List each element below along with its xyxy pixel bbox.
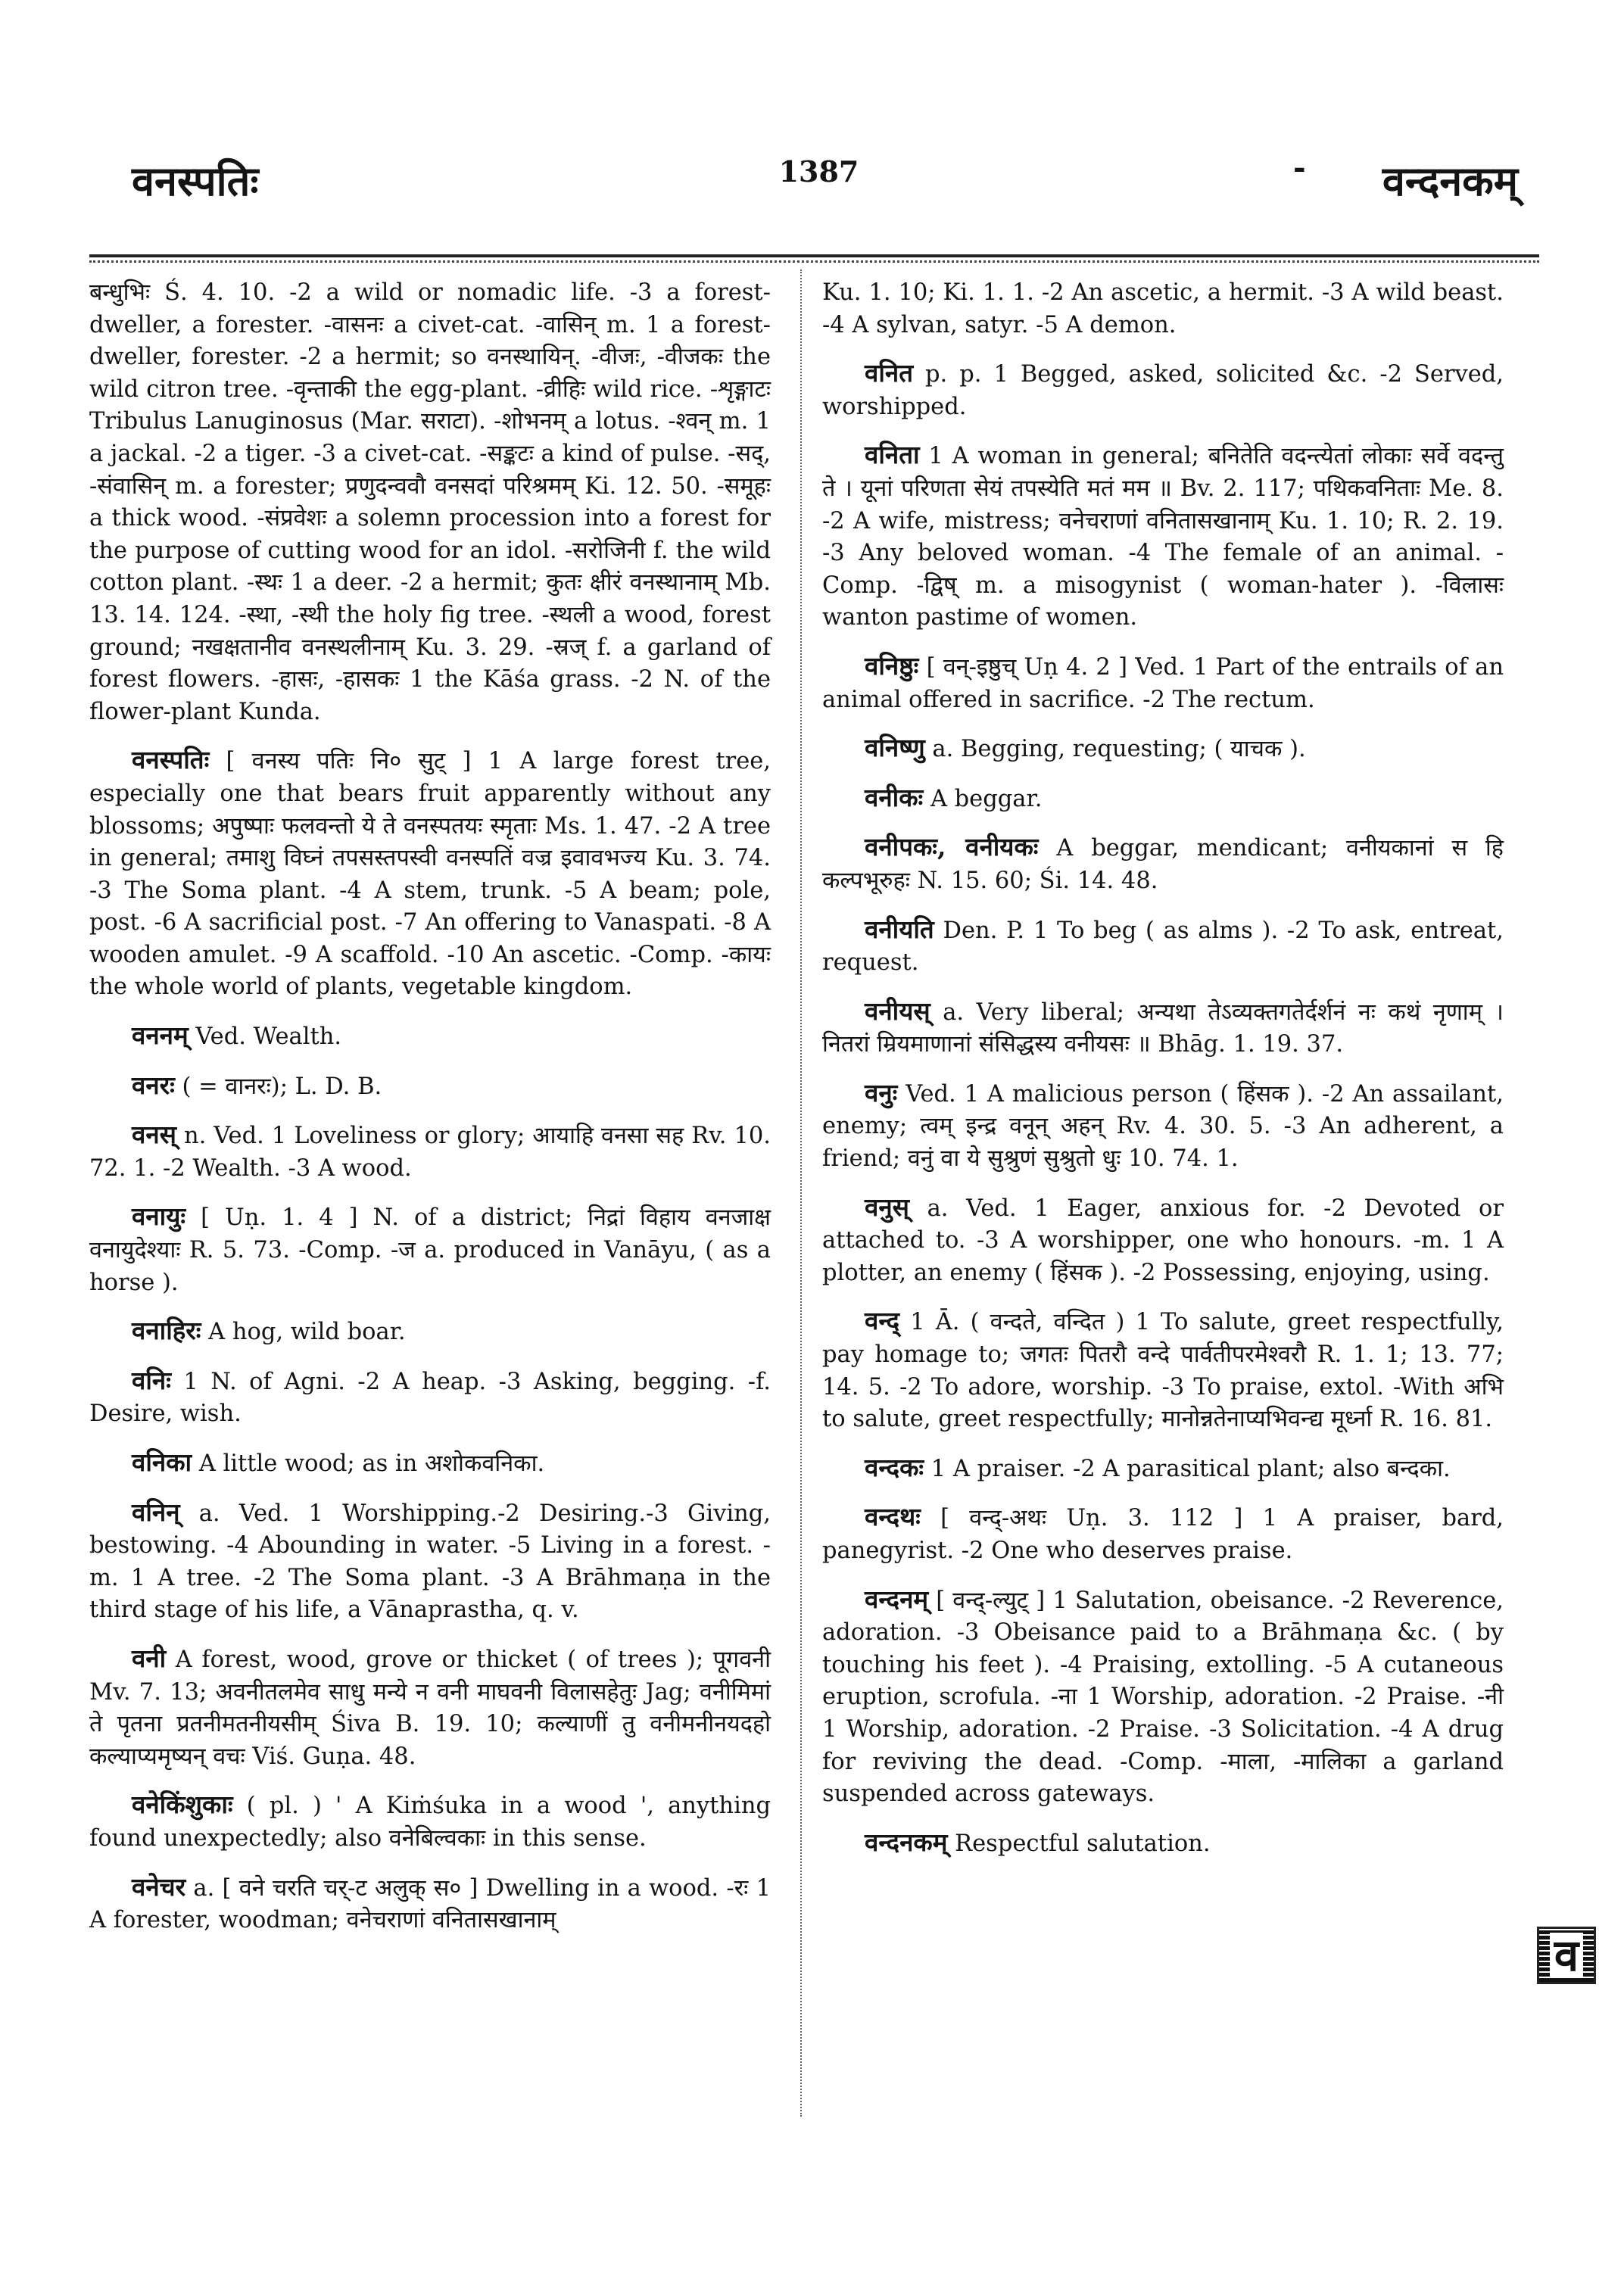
entry-headword: वनीपकः, वनीयकः	[865, 832, 1039, 862]
entry-definition: a. Very liberal; अन्यथा तेऽव्यक्तगतेर्दर्शनं नः कथं नृणाम् । नितरां म्रियमाणानां संसिद्धस्य वनीयसः ॥ Bhāg. 1. 19. 37.	[822, 999, 1504, 1058]
entry-definition: 1 A praiser. -2 A parasitical plant; also बन्दका.	[930, 1455, 1451, 1482]
entry-definition: a. Begging, requesting; ( याचक ).	[932, 736, 1306, 763]
dictionary-entry	[822, 995, 1504, 1061]
entry-headword: वन्दथः	[865, 1502, 921, 1532]
entry-headword: वन्दनम्	[865, 1584, 929, 1614]
dictionary-entry	[822, 357, 1504, 423]
left-running-headword: वनस्पतिः	[132, 157, 259, 205]
entry-definition: ( pl. ) ' A Kiṁśuka in a wood ', anything found unexpectedly; also वनेबिल्वकाः in this sense.	[89, 1793, 771, 1852]
right-column	[822, 277, 1504, 1876]
dictionary-entry	[822, 1584, 1504, 1811]
entry-headword: वनाहिरः	[132, 1316, 201, 1346]
entry-definition: Ved. Wealth.	[195, 1023, 342, 1051]
dictionary-entry	[89, 1365, 771, 1431]
thumb-index-tab	[1537, 1927, 1596, 1984]
entry-headword: वनायुः	[132, 1201, 186, 1232]
entry-headword: वनिता	[865, 440, 920, 470]
entry-definition: [ वन्द्-अथः Uṇ. 3. 112 ] 1 A praiser, bard, panegyrist. -2 One who deserves praise.	[822, 1505, 1504, 1564]
entry-definition: A beggar.	[930, 785, 1043, 812]
entry-definition: ( = वानरः); L. D. B.	[182, 1073, 382, 1100]
dictionary-entry	[89, 1643, 771, 1773]
entry-definition: A hog, wild boar.	[208, 1319, 406, 1346]
entry-headword: वनुस्	[865, 1192, 909, 1222]
entry-headword: वनिः	[132, 1365, 171, 1395]
entry-definition: a. [ वने चरति चर्-ट अलुक् स० ] Dwelling in a wood. -रः 1 A forester, woodman; वनेचराणां वनितासखानाम्	[89, 1874, 771, 1934]
entry-headword: वनस्	[132, 1120, 176, 1150]
entry-definition: a. Ved. 1 Eager, anxious for. -2 Devoted or attached to. -3 A worshipper, one who honours. -m. 1 A plotter, an enemy ( हिंसक ). -2 Possessing, enjoying, using.	[822, 1195, 1504, 1286]
entry-headword: वन्दकः	[865, 1452, 924, 1482]
entry-headword: वनेचर	[132, 1871, 186, 1902]
dictionary-entry	[822, 1077, 1504, 1176]
dictionary-entry	[89, 1497, 771, 1627]
entry-definition: p. p. 1 Begged, asked, solicited &c. -2 Served, worshipped.	[822, 361, 1504, 420]
entry-definition: बन्धुभिः Ś. 4. 10. -2 a wild or nomadic life. -3 a forest-dweller, a forester. -वासनः a civet-cat. -वासिन् m. 1 a forest-dweller, forester. -2 a hermit; so वनस्थायिन्. -वीजः, -वीजकः the wild citron tree. -वृन्ताकी the egg-plant. -व्रीहिः wild rice. -शृङ्गाटः Tribulus Lanuginosus (Mar. सराटा). -शोभनम् a lotus. -श्वन् m. 1 a jackal. -2 a tiger. -3 a civet-cat. -सङ्कटः a kind of pulse. -सद्, -संवासिन् m. a forester; प्रणुदन्ववौ वनसदां परिश्रमम् Ki. 12. 50. -समूहः a thick wood. -संप्रवेशः a solemn procession into a forest for the purpose of cutting wood for an idol. -सरोजिनी f. the wild cotton plant. -स्थः 1 a deer. -2 a hermit; कुतः क्षीरं वनस्थानाम् Mb. 13. 14. 124. -स्था, -स्थी the holy fig tree. -स्थली a wood, forest ground; नखक्षतानीव वनस्थलीनाम् Ku. 3. 29. -स्रज् f. a garland of forest flowers. -हासः, -हासकः 1 the Kāśa grass. -2 N. of the flower-plant Kunda.	[89, 279, 771, 725]
entry-headword: वनस्पतिः	[132, 745, 210, 775]
entry-definition: 1 N. of Agni. -2 A heap. -3 Asking, begging. -f. Desire, wish.	[89, 1368, 771, 1428]
right-running-headword: वन्दनकम्	[1382, 157, 1518, 205]
dictionary-entry	[822, 782, 1504, 816]
dictionary-entry	[822, 650, 1504, 716]
entry-headword: वनेकिंशुकाः	[132, 1790, 233, 1820]
dictionary-entry	[89, 1020, 771, 1054]
dictionary-entry	[89, 1315, 771, 1349]
page-number: 1387	[778, 154, 859, 188]
header-dotted-rule	[89, 260, 1539, 263]
entry-headword: वनीयति	[865, 914, 934, 944]
entry-headword: वनीयस्	[865, 995, 930, 1026]
dictionary-entry	[822, 732, 1504, 766]
entry-headword: वनरः	[132, 1070, 175, 1100]
entry-headword: वनिन्	[132, 1497, 180, 1527]
entry-headword: वनिका	[132, 1447, 192, 1477]
dictionary-entry	[89, 1119, 771, 1185]
dictionary-entry	[822, 1452, 1504, 1486]
header-mark: -	[1293, 150, 1306, 185]
entry-definition: Ved. 1 A malicious person ( हिंसक ). -2 An assailant, enemy; त्वम् इन्द्र वनून् अहन् Rv. 4. 30. 5. -3 An adherent, a friend; वनुं वा ये सुश्रुणं सुश्रुतो धुः 10. 74. 1.	[822, 1080, 1504, 1173]
thumb-index-letter: व	[1550, 1933, 1583, 1978]
dictionary-entry	[89, 1789, 771, 1855]
dictionary-entry	[89, 1070, 771, 1104]
entry-definition: A forest, wood, grove or thicket ( of trees ); पूगवनी Mv. 7. 13; अवनीतलमेव साधु मन्ये न वनी माघवनी विलासहेतुः Jag; वनीमिमां ते पृतना प्रतनीमतनीयसीम् Śiva B. 19. 10; कल्याणीं तु वनीमनीनयदहो कल्याप्यमृष्यन् वचः Viś. Guṇa. 48.	[89, 1646, 771, 1770]
entry-definition: [ वनस्य पतिः नि० सुट् ] 1 A large forest tree, especially one that bears fruit apparently without any blossoms; अपुष्पाः फलवन्तो ये ते वनस्पतयः स्मृताः Ms. 1. 47. -2 A tree in general; तमाशु विघ्नं तपसस्तपस्वी वनस्पतिं वज्र इवावभज्य Ku. 3. 74. -3 The Soma plant. -4 A stem, trunk. -5 A beam; pole, post. -6 A sacrificial post. -7 An offering to Vanaspati. -8 A wooden amulet. -9 A scaffold. -10 An ascetic. -Comp. -कायः the whole world of plants, vegetable kingdom.	[89, 748, 771, 1001]
dictionary-entry	[822, 914, 1504, 980]
dictionary-entry	[89, 1201, 771, 1299]
left-column	[89, 277, 771, 1953]
dictionary-entry	[89, 1447, 771, 1481]
dictionary-entry	[822, 831, 1504, 897]
entry-definition: Den. P. 1 To beg ( as alms ). -2 To ask, entreat, request.	[822, 917, 1504, 977]
entry-headword: वनिष्ठुः	[865, 650, 919, 681]
dictionary-entry	[89, 744, 771, 1004]
entry-headword: वननम्	[132, 1020, 189, 1051]
column-divider	[800, 269, 802, 2117]
dictionary-entry	[822, 1305, 1504, 1435]
entry-definition: [ वन्द्-ल्युट् ] 1 Salutation, obeisance. -2 Reverence, adoration. -3 Obeisance paid to a Brāhmaṇa &c. ( by touching his feet ). -4 Praising, extolling. -5 A cutaneous eruption, scrofula. -ना 1 Worship, adoration. -2 Praise. -नी 1 Worship, adoration. -2 Praise. -3 Solicitation. -4 A drug for reviving the dead. -Comp. -माला, -मालिका a garland suspended across gateways.	[822, 1587, 1504, 1808]
page-header	[89, 142, 1548, 215]
dictionary-entry	[89, 277, 771, 728]
entry-definition: [ Uṇ. 1. 4 ] N. of a district; निद्रां विहाय वनजाक्ष वनायुदेश्याः R. 5. 73. -Comp. -ज a. produced in Vanāyu, ( as a horse ).	[89, 1204, 771, 1296]
entry-headword: वनुः	[865, 1077, 898, 1108]
entry-headword: वन्द्	[865, 1306, 900, 1336]
dictionary-entry	[89, 1871, 771, 1937]
entry-headword: वनी	[132, 1643, 167, 1673]
entry-definition: [ वन्-इष्ठुच् Uṇ 4. 2 ] Ved. 1 Part of the entrails of an animal offered in sacrifice. -2 The rectum.	[822, 653, 1504, 713]
header-rule	[89, 254, 1539, 257]
entry-definition: Ku. 1. 10; Ki. 1. 1. -2 An ascetic, a hermit. -3 A wild beast. -4 A sylvan, satyr. -5 A demon.	[822, 279, 1504, 338]
dictionary-entry	[822, 1501, 1504, 1567]
entry-definition: 1 A woman in general; बनितेति वदन्त्येतां लोकाः सर्वे वदन्तु ते । यूनां परिणता सेयं तपस्येति मतं मम ॥ Bv. 2. 117; पथिकवनिताः Me. 8. -2 A wife, mistress; वनेचराणां वनितासखानाम् Ku. 1. 10; R. 2. 19. -3 Any beloved woman. -4 The female of an animal. -Comp. -द्विष् m. a misogynist ( woman-hater ). -विलासः wanton pastime of women.	[822, 443, 1504, 631]
entry-headword: वनीकः	[865, 782, 924, 812]
dictionary-entry	[822, 439, 1504, 634]
dictionary-entry	[822, 1192, 1504, 1290]
entry-definition: a. Ved. 1 Worshipping.-2 Desiring.-3 Giving, bestowing. -4 Abounding in water. -5 Living in a forest. -m. 1 A tree. -2 The Soma plant. -3 A Brāhmaṇa in the third stage of his life, a Vānaprastha, q. v.	[89, 1500, 771, 1624]
entry-definition: A little wood; as in अशोकवनिका.	[198, 1450, 545, 1477]
entry-definition: n. Ved. 1 Loveliness or glory; आयाहि वनसा सह Rv. 10. 72. 1. -2 Wealth. -3 A wood.	[89, 1123, 771, 1182]
entry-definition: Respectful salutation.	[955, 1830, 1211, 1857]
entry-definition: 1 Ā. ( वन्दते, वन्दित ) 1 To salute, greet respectfully, pay homage to; जगतः पितरौ वन्दे पार्वतीपरमेश्वरौ R. 1. 1; 13. 77; 14. 5. -2 To adore, worship. -3 To praise, extol. -With अभि to salute, greet respectfully; मानोन्नतेनाप्यभिवन्द्य मूर्ध्ना R. 16. 81.	[822, 1309, 1504, 1433]
entry-headword: वनित	[865, 358, 914, 388]
entry-definition: A beggar, mendicant; वनीयकानां स हि कल्पभूरुहः N. 15. 60; Śi. 14. 48.	[822, 835, 1504, 894]
dictionary-entry	[822, 277, 1504, 341]
dictionary-entry	[822, 1827, 1504, 1861]
entry-headword: वनिष्णु	[865, 733, 925, 763]
entry-headword: वन्दनकम्	[865, 1827, 948, 1857]
